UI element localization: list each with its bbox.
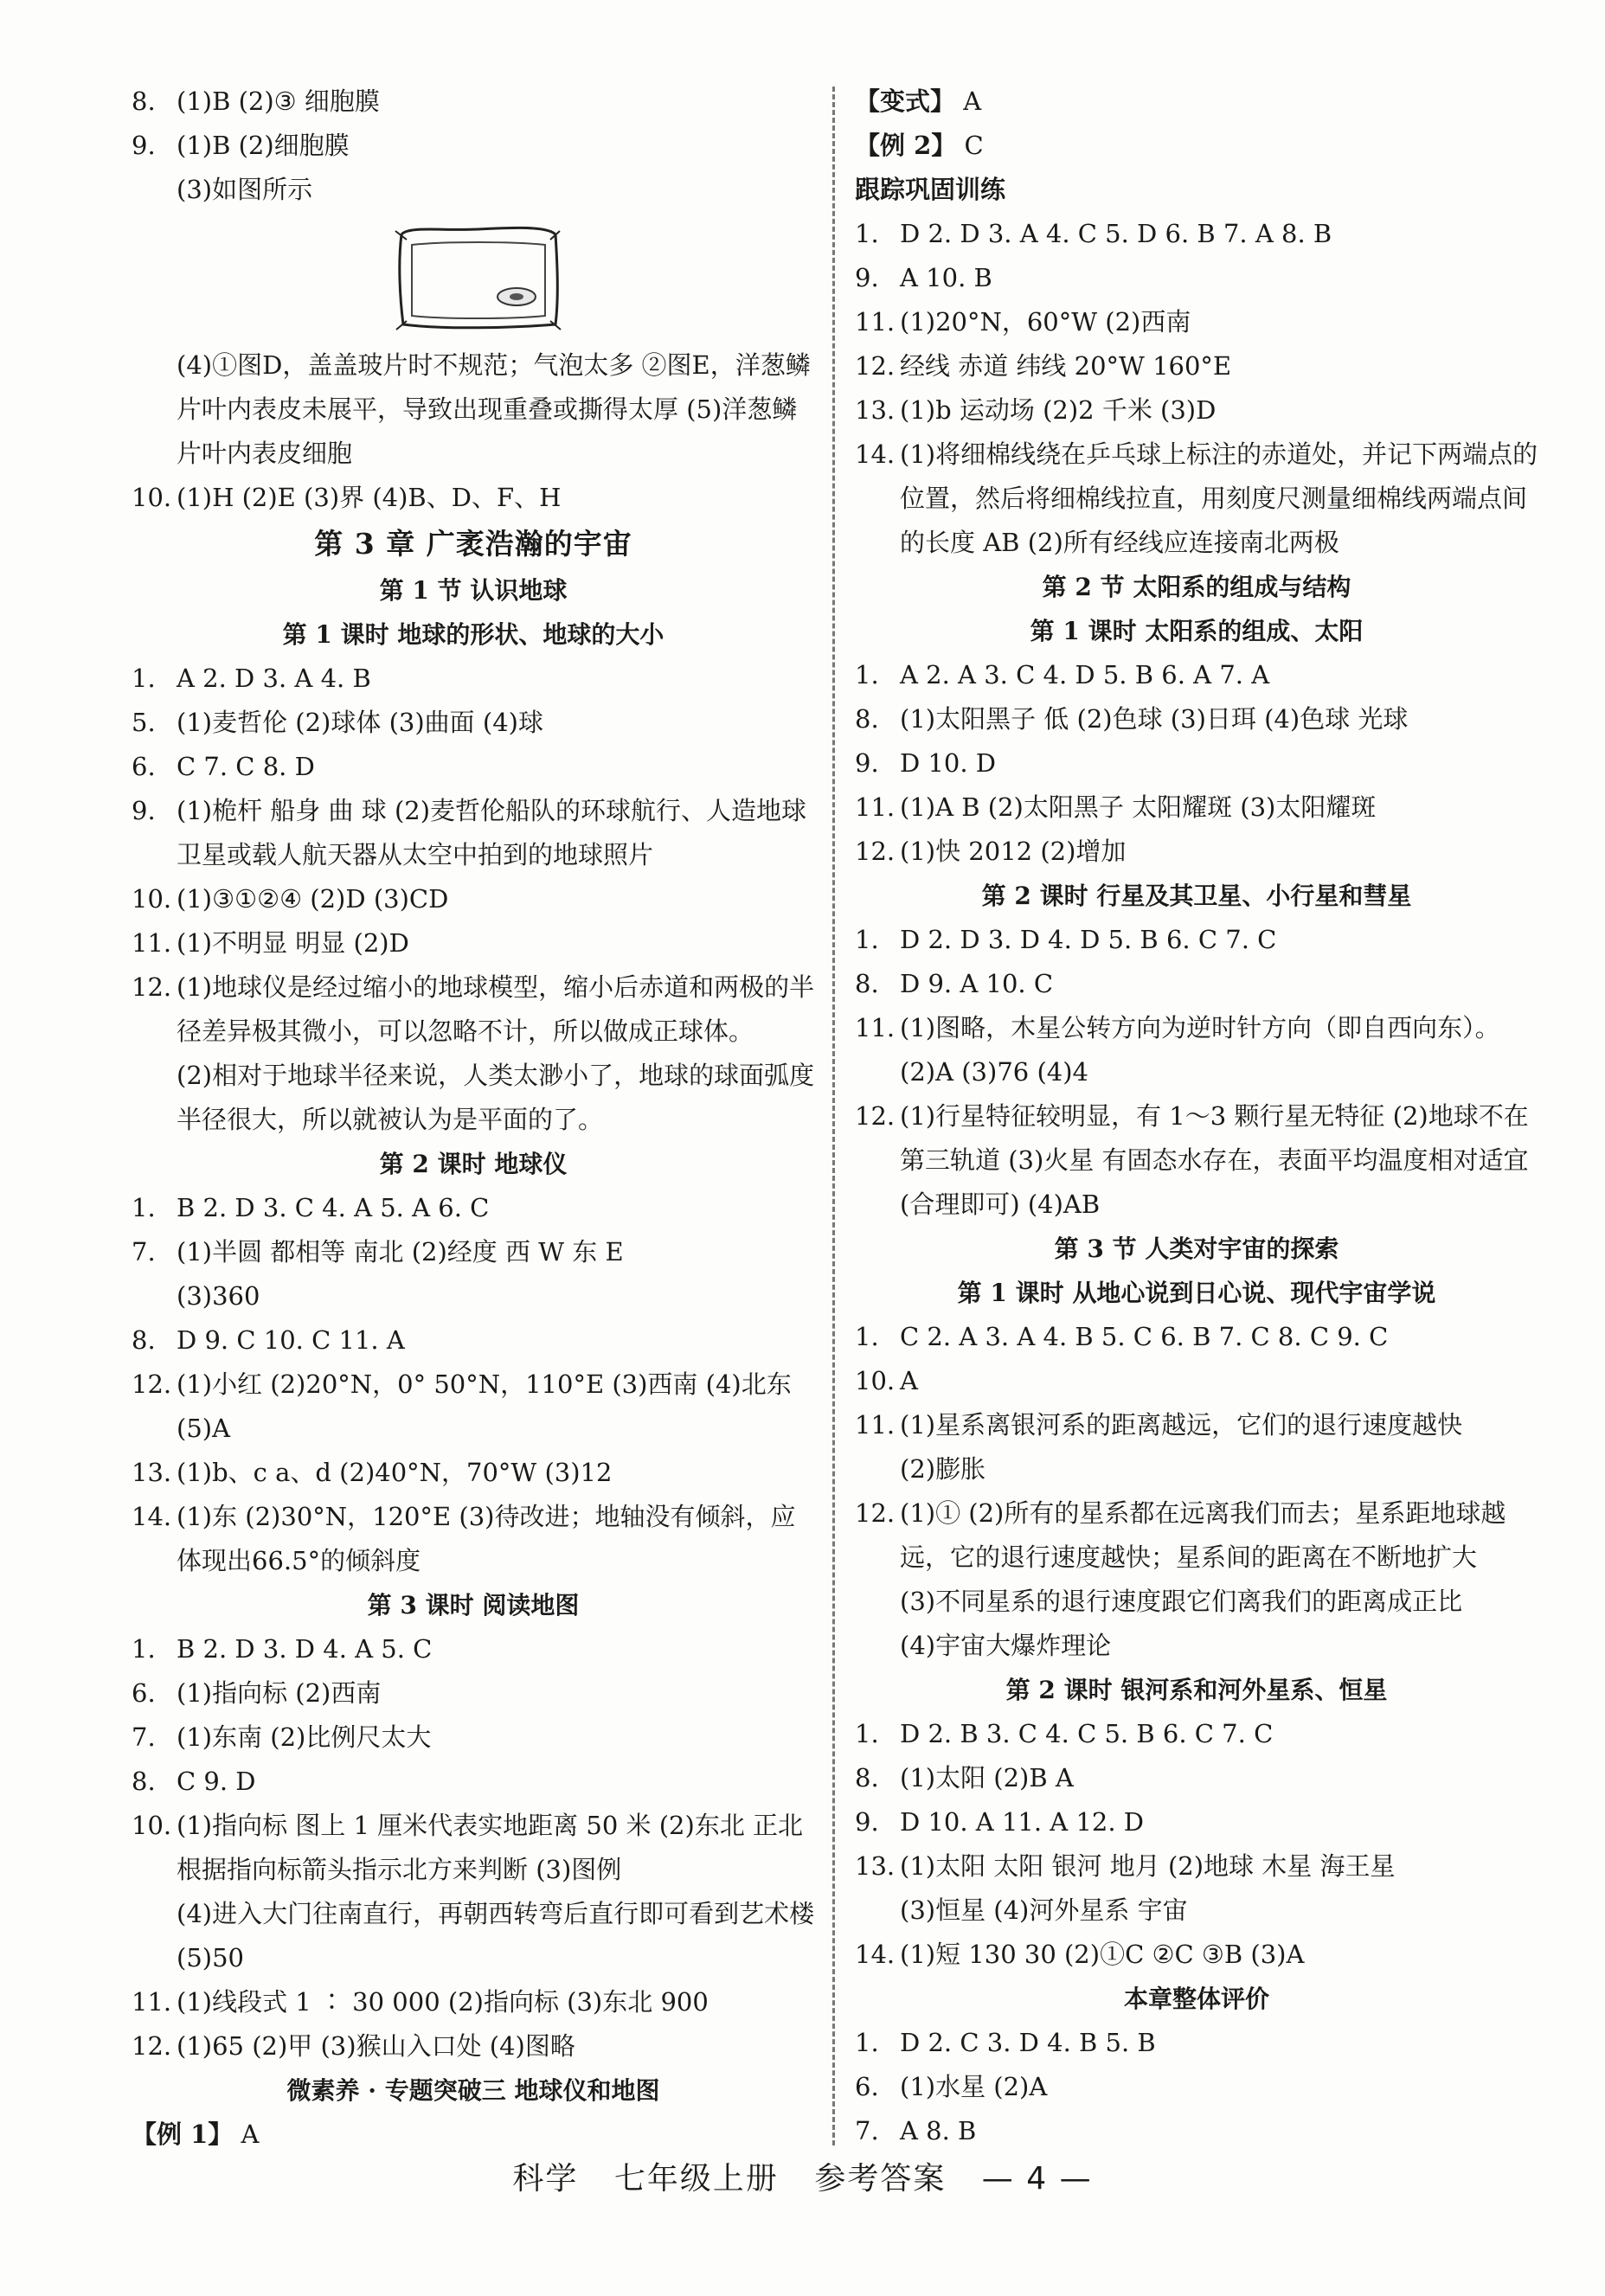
answer-line — [132, 877, 815, 921]
question-number: 11. — [132, 1987, 172, 2017]
answer-line — [132, 1716, 815, 1760]
question-number: 1. — [855, 925, 879, 954]
answer-line — [855, 2021, 1538, 2065]
answer-line — [132, 1760, 815, 1804]
answer-text: A — [900, 1366, 918, 1395]
question-number: 7. — [855, 2116, 879, 2145]
answer-text: D 2. D 3. A 4. C 5. D 6. B 7. A 8. B — [900, 219, 1332, 248]
lesson-title: 第 2 课时 地球仪 — [379, 1150, 568, 1178]
answer-line — [855, 1403, 1538, 1447]
question-number: 1. — [132, 1193, 156, 1222]
answer-line: (4)①图D，盖盖玻片时不规范；气泡太多 ②图E，洋葱鳞片叶内表皮未展平，导致出现重叠或撕得太厚 (5)洋葱鳞片叶内表皮细胞 — [177, 350, 811, 468]
question-number: 10. — [132, 1811, 172, 1840]
lesson-title: 第 3 课时 阅读地图 — [367, 1591, 580, 1619]
answer-list — [855, 1094, 1538, 1227]
answer-text: (1)太阳 太阳 银河 地月 (2)地球 木星 海王星 — [900, 1851, 1396, 1881]
question-number: 5. — [132, 708, 156, 737]
answer-list — [855, 212, 1538, 565]
answer-text: (1)③①②④ (2)D (3)CD — [177, 884, 449, 914]
answer-line — [855, 1800, 1538, 1844]
answer-text: A 2. D 3. A 4. B — [177, 664, 371, 693]
answer-text: (1)太阳黑子 低 (2)色球 (3)日珥 (4)色球 光球 — [900, 704, 1409, 734]
answer-text: (1)东 (2)30°N，120°E (3)待改进；地轴没有倾斜，应体现出66.5°的倾斜度 — [177, 1502, 796, 1575]
answer-line — [132, 1495, 815, 1583]
answer-line — [132, 2024, 815, 2068]
special-topic-title: 微素养 · 专题突破三 地球仪和地图 — [286, 2076, 660, 2105]
question-number: 11. — [855, 1013, 896, 1042]
question-number: 12. — [132, 2031, 172, 2061]
answer-line — [855, 256, 1538, 300]
answer-list — [132, 1980, 815, 2068]
answer-text: (1)b、c a、d (2)40°N，70°W (3)12 — [177, 1458, 613, 1487]
question-number: 14. — [855, 1940, 896, 1969]
answer-line — [855, 300, 1538, 344]
answer-text: B 2. D 3. D 4. A 5. C — [177, 1634, 433, 1664]
answer-text: (1)水星 (2)A — [900, 2072, 1048, 2101]
variant-answer: 【变式】 A — [855, 87, 982, 116]
answer-text: (1)星系离银河系的距离越远，它们的退行速度越快 — [900, 1410, 1463, 1440]
answer-line — [855, 2065, 1538, 2109]
answer-text: C 7. C 8. D — [177, 752, 315, 781]
answer-line: (3)不同星系的退行速度跟它们离我们的距离成正比 — [900, 1587, 1463, 1616]
question-number: 11. — [855, 307, 896, 337]
answer-line — [855, 786, 1538, 830]
answer-line — [132, 701, 815, 745]
question-number: 11. — [132, 928, 172, 958]
answer-line: 8. (1)B (2)③ 细胞膜 — [132, 87, 380, 116]
question-number: 9. — [132, 796, 156, 825]
answer-line — [132, 921, 815, 965]
answer-text: (1)A B (2)太阳黑子 太阳耀斑 (3)太阳耀斑 — [900, 792, 1377, 822]
answer-line — [855, 741, 1538, 786]
answer-text: (1)b 运动场 (2)2 千米 (3)D — [900, 395, 1217, 425]
answer-text: (1)东南 (2)比例尺太大 — [177, 1722, 432, 1752]
answer-line — [855, 918, 1538, 962]
question-number: 14. — [855, 439, 896, 469]
answer-list — [132, 1627, 815, 1892]
answer-text: (1)线段式 1 ∶ 30 000 (2)指向标 (3)东北 900 — [177, 1987, 709, 2017]
footer-subject: 科学 — [512, 2161, 579, 2197]
question-number: 6. — [855, 2072, 879, 2101]
answer-text: (1)65 (2)甲 (3)猴山入口处 (4)图略 — [177, 2031, 575, 2061]
answer-line — [132, 1671, 815, 1716]
question-number: 8. — [855, 969, 879, 998]
question-number: 13. — [855, 395, 896, 425]
left-column — [132, 80, 815, 2157]
answer-line — [855, 1359, 1538, 1403]
answer-line — [132, 657, 815, 701]
answer-text: D 9. C 10. C 11. A — [177, 1325, 405, 1355]
answer-line — [132, 1318, 815, 1363]
question-number: 1. — [132, 1634, 156, 1664]
question-number: 13. — [855, 1851, 896, 1881]
answer-line — [132, 1230, 815, 1274]
question-number: 8. — [855, 1763, 879, 1793]
answer-text: (1)短 130 30 (2)①C ②C ③B (3)A — [900, 1940, 1305, 1969]
footer-title: 参考答案 — [814, 2161, 947, 2197]
answer-text: (1)图略，木星公转方向为逆时针方向（即自西向东）。 — [900, 1013, 1500, 1042]
answer-line — [132, 745, 815, 789]
question-number: 1. — [855, 2028, 879, 2057]
answer-list — [855, 2021, 1538, 2153]
lesson-title: 第 2 课时 银河系和河外星系、恒星 — [1005, 1676, 1388, 1704]
cell-drawing-figure — [132, 212, 815, 343]
answer-line — [855, 2109, 1538, 2153]
answer-list — [132, 1186, 815, 1274]
answer-line — [855, 830, 1538, 874]
answer-text: D 10. A 11. A 12. D — [900, 1807, 1145, 1837]
question-number: 8. — [132, 1767, 156, 1796]
answer-text: A 10. B — [900, 263, 992, 292]
answer-text: (1)桅杆 船身 曲 球 (2)麦哲伦船队的环球航行、人造地球卫星或载人航天器从太空中拍到的地球照片 — [177, 796, 807, 869]
answer-list — [855, 653, 1538, 874]
question-number: 12. — [132, 972, 172, 1002]
answer-text: (1)行星特征较明显，有 1～3 颗行星无特征 (2)地球不在第三轨道 (3)火星 有固态水存在，表面平均温度相对适宜(合理即可) (4)AB — [900, 1101, 1529, 1219]
question-number: 1. — [855, 1719, 879, 1748]
answer-line: (3)360 — [177, 1281, 260, 1311]
practice-heading: 跟踪巩固训练 — [855, 175, 1006, 204]
answer-line — [855, 1933, 1538, 1977]
answer-text: C 9. D — [177, 1767, 256, 1796]
question-number: 13. — [132, 1458, 172, 1487]
answer-line — [132, 965, 815, 1054]
answer-line — [132, 1451, 815, 1495]
answer-text: A 8. B — [900, 2116, 977, 2145]
answer-list — [855, 1933, 1538, 1977]
answer-line — [855, 344, 1538, 388]
answer-line — [132, 1363, 815, 1451]
answer-line — [855, 388, 1538, 433]
answer-list — [132, 1318, 815, 1583]
question-number: 9. — [855, 748, 879, 778]
question-number: 8. — [855, 704, 879, 734]
review-title: 本章整体评价 — [1123, 1985, 1269, 2013]
answer-list — [855, 1491, 1538, 1580]
question-number: 7. — [132, 1237, 156, 1267]
question-number: 12. — [132, 1369, 172, 1399]
example-answer: 【例 1】 A — [132, 2120, 260, 2149]
answer-line — [855, 1844, 1538, 1889]
question-number: 9. — [855, 1807, 879, 1837]
right-column — [855, 80, 1538, 2153]
answer-line — [855, 1756, 1538, 1800]
answer-line: (3)恒星 (4)河外星系 宇宙 — [900, 1895, 1188, 1925]
question-number: 1. — [855, 660, 879, 689]
answer-line — [855, 1712, 1538, 1756]
answer-line: (5)50 — [177, 1943, 244, 1972]
answer-text: (1)小红 (2)20°N，0° 50°N，110°E (3)西南 (4)北东 (5)A — [177, 1369, 792, 1443]
answer-line: 9. (1)B (2)细胞膜 — [132, 131, 350, 160]
answer-text: D 9. A 10. C — [900, 969, 1054, 998]
lesson-title: 第 1 课时 从地心说到日心说、现代宇宙学说 — [957, 1279, 1436, 1307]
answer-text: (1)指向标 (2)西南 — [177, 1678, 382, 1708]
answer-line — [855, 1094, 1538, 1227]
question-number: 6. — [132, 1678, 156, 1708]
answer-text: D 10. D — [900, 748, 997, 778]
question-number: 12. — [855, 837, 896, 866]
example-answer: 【例 2】 C — [855, 131, 984, 160]
answer-text: 经线 赤道 纬线 20°W 160°E — [900, 351, 1232, 381]
column-divider — [832, 87, 835, 2145]
question-number: 6. — [132, 752, 156, 781]
section-title: 第 3 节 人类对宇宙的探索 — [1054, 1235, 1339, 1263]
answer-line — [855, 1315, 1538, 1359]
onion-cell-icon — [391, 219, 564, 340]
answer-text: D 2. B 3. C 4. C 5. B 6. C 7. C — [900, 1719, 1274, 1748]
answer-line: (4)进入大门往南直行，再朝西转弯后直行即可看到艺术楼 — [177, 1899, 815, 1928]
chapter-title: 第 3 章 广袤浩瀚的宇宙 — [314, 527, 632, 561]
lesson-title: 第 1 课时 太阳系的组成、太阳 — [1030, 617, 1364, 645]
answer-line — [132, 1980, 815, 2024]
answer-text: (1)不明显 明显 (2)D — [177, 928, 409, 958]
question-number: 12. — [855, 351, 896, 381]
answer-text: A 2. A 3. C 4. D 5. B 6. A 7. A — [900, 660, 1270, 689]
answer-text: (1)麦哲伦 (2)球体 (3)曲面 (4)球 — [177, 708, 543, 737]
answer-text: (1)将细棉线绕在乒乓球上标注的赤道处，并记下两端点的位置，然后将细棉线拉直，用刻度尺测量细棉线两端点间的长度 AB (2)所有经线应连接南北两极 — [900, 439, 1538, 557]
question-number: 12. — [855, 1101, 896, 1131]
answer-text: (1)地球仪是经过缩小的地球模型，缩小后赤道和两极的半径差异极其微小，可以忽略不计，所以做成正球体。 — [177, 972, 815, 1046]
question-number: 14. — [132, 1502, 172, 1531]
answer-line — [855, 1491, 1538, 1580]
page-footer — [0, 2154, 1605, 2198]
answer-line — [132, 1627, 815, 1671]
answer-line — [855, 653, 1538, 697]
question-number: 11. — [855, 792, 896, 822]
answer-line — [855, 212, 1538, 256]
answer-line — [855, 962, 1538, 1006]
answer-text: (1)太阳 (2)B A — [900, 1763, 1074, 1793]
answer-line — [855, 1006, 1538, 1050]
answer-text: C 2. A 3. A 4. B 5. C 6. B 7. C 8. C 9. C — [900, 1322, 1389, 1351]
question-number: 1. — [855, 219, 879, 248]
question-number: 1. — [855, 1322, 879, 1351]
answer-line — [132, 1186, 815, 1230]
answer-list — [855, 1712, 1538, 1889]
answer-line — [132, 1804, 815, 1892]
answer-text: (1)20°N，60°W (2)西南 — [900, 307, 1191, 337]
answer-line: 10. (1)H (2)E (3)界 (4)B、D、F、H — [132, 483, 562, 512]
lesson-title: 第 2 课时 行星及其卫星、小行星和彗星 — [981, 882, 1412, 910]
answer-list — [132, 657, 815, 1054]
answer-line: (2)A (3)76 (4)4 — [900, 1057, 1088, 1087]
question-number: 12. — [855, 1498, 896, 1528]
answer-list — [855, 918, 1538, 1050]
answer-line: (4)宇宙大爆炸理论 — [900, 1631, 1112, 1660]
question-number: 9. — [855, 263, 879, 292]
answer-text: D 2. D 3. D 4. D 5. B 6. C 7. C — [900, 925, 1277, 954]
answer-text: (1)① (2)所有的星系都在远离我们而去；星系距地球越远，它的退行速度越快；星系间的距离在不断地扩大 — [900, 1498, 1506, 1572]
answer-list — [855, 1315, 1538, 1447]
section-title: 第 1 节 认识地球 — [379, 576, 568, 605]
question-number: 1. — [132, 664, 156, 693]
footer-grade: 七年级上册 — [613, 2161, 779, 2197]
question-number: 11. — [855, 1410, 896, 1440]
answer-text: B 2. D 3. C 4. A 5. A 6. C — [177, 1193, 490, 1222]
question-number: 10. — [855, 1366, 896, 1395]
answer-text: D 2. C 3. D 4. B 5. B — [900, 2028, 1156, 2057]
answer-text: (1)半圆 都相等 南北 (2)经度 西 W 东 E — [177, 1237, 624, 1267]
section-title: 第 2 节 太阳系的组成与结构 — [1042, 573, 1351, 601]
answer-text: (1)指向标 图上 1 厘米代表实地距离 50 米 (2)东北 正北 根据指向标箭头指示北方来判断 (3)图例 — [177, 1811, 804, 1884]
answer-line — [855, 433, 1538, 565]
answer-line: (3)如图所示 — [177, 175, 313, 204]
answer-line: (2)膨胀 — [900, 1454, 986, 1484]
page-number: — 4 — — [981, 2161, 1093, 2197]
question-number: 7. — [132, 1722, 156, 1752]
lesson-title: 第 1 课时 地球的形状、地球的大小 — [282, 620, 664, 649]
question-number: 10. — [132, 884, 172, 914]
answer-line: (2)相对于地球半径来说，人类太渺小了，地球的球面弧度半径很大，所以就被认为是平面的了。 — [177, 1061, 815, 1134]
question-number: 8. — [132, 1325, 156, 1355]
answer-line — [132, 789, 815, 877]
answer-text: (1)快 2012 (2)增加 — [900, 837, 1127, 866]
answer-line — [855, 697, 1538, 741]
